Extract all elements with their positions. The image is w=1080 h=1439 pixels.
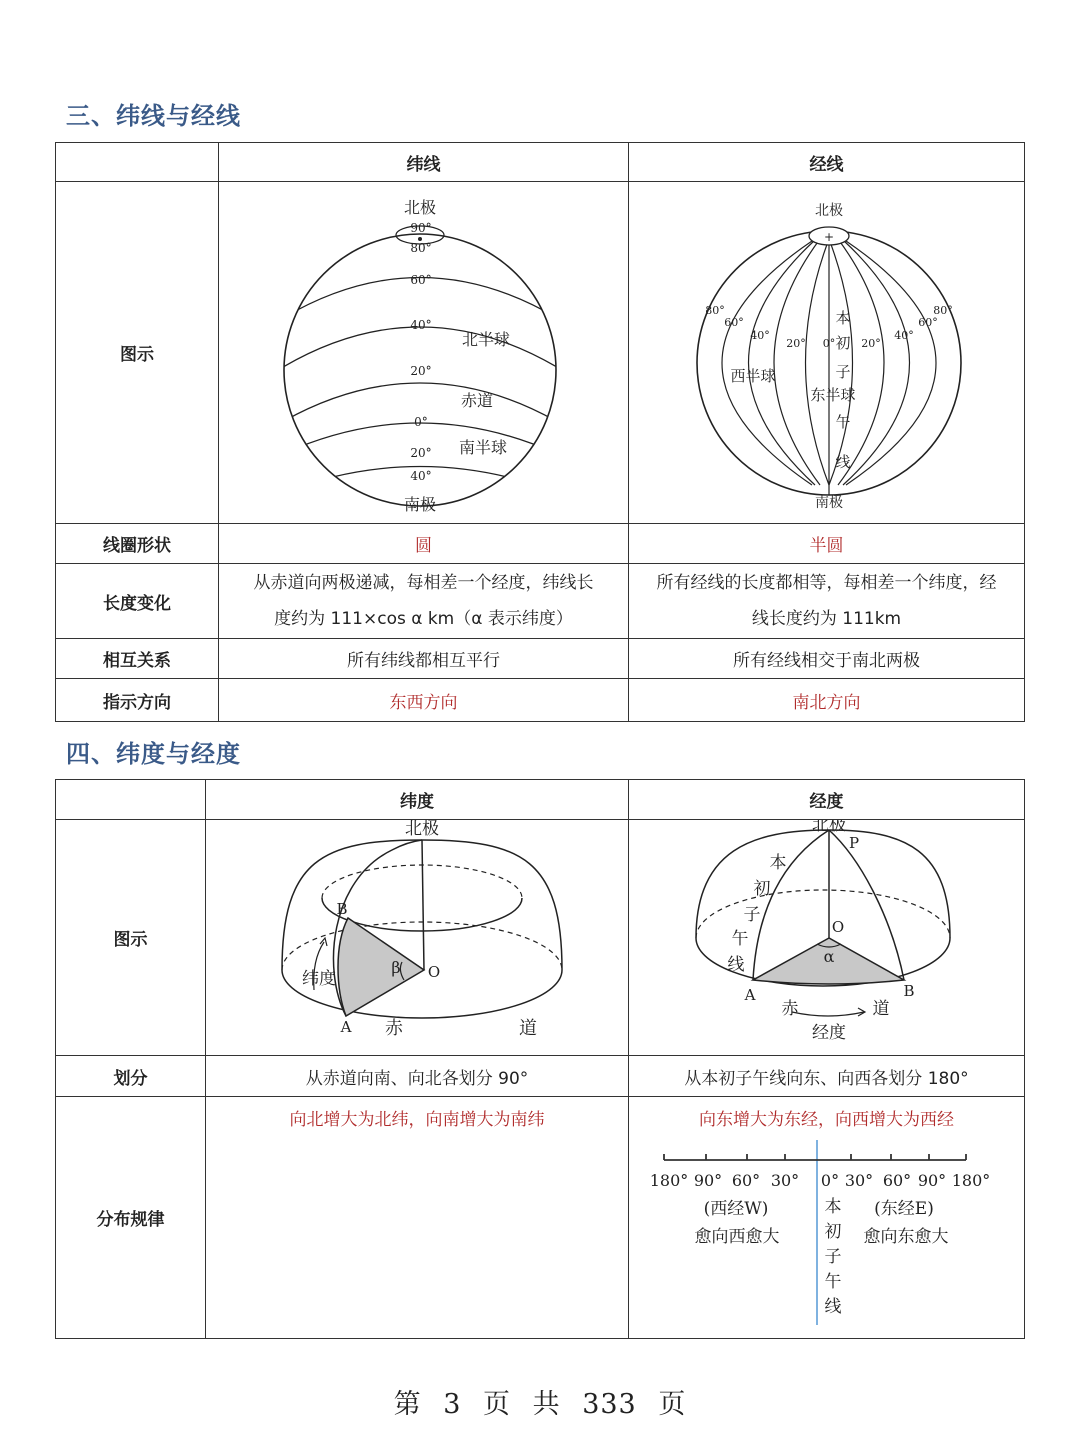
scale-w180: 180° bbox=[649, 1171, 689, 1190]
pm-fig-wu: 午 bbox=[731, 929, 748, 949]
pm-char-wu: 午 bbox=[834, 413, 851, 431]
pm-fig-xian: 线 bbox=[727, 955, 744, 975]
row-header-direction: 指示方向 bbox=[56, 679, 219, 722]
east-increase-rule: 愈向东愈大 bbox=[863, 1227, 949, 1247]
section4-title: 四、纬度与经度 bbox=[66, 740, 241, 768]
west-longitude-label: (西经W) bbox=[703, 1199, 769, 1219]
scale-e30: 30° bbox=[844, 1171, 874, 1190]
scale-e180: 180° bbox=[951, 1171, 991, 1190]
row-header-length: 长度变化 bbox=[56, 564, 219, 639]
scale-pm-chu: 初 bbox=[824, 1222, 842, 1242]
latline-length-cell bbox=[219, 564, 629, 639]
row-header-distribution: 分布规律 bbox=[56, 1097, 206, 1339]
latitude-distribution-cell bbox=[206, 1097, 629, 1339]
scale-e90: 90° bbox=[917, 1171, 947, 1190]
latline-direction-cell: 东西方向 bbox=[219, 679, 629, 722]
lon-0-label: 0° bbox=[822, 337, 835, 350]
longitude-distribution-text: 向东增大为东经，向西增大为西经 bbox=[699, 1110, 954, 1130]
lonline-direction-cell: 南北方向 bbox=[629, 679, 1025, 722]
latline-length-line1: 从赤道向两极递减，每相差一个经度，纬线长 bbox=[253, 573, 594, 593]
latline-length-line2: 度约为 111×cos α km（α 表示纬度） bbox=[274, 609, 573, 629]
scale-zero: 0° bbox=[820, 1171, 840, 1190]
scale-pm-xian: 线 bbox=[824, 1297, 842, 1317]
point-O-label: O bbox=[427, 963, 441, 981]
latline-relation-cell: 所有纬线都相互平行 bbox=[219, 639, 629, 679]
pm-char-chu: 初 bbox=[834, 334, 851, 352]
col-header-longitude: 经度 bbox=[629, 780, 1025, 820]
lat-40-label: 40° bbox=[409, 318, 432, 332]
row-header-division: 划分 bbox=[56, 1056, 206, 1097]
longitude-division-cell: 从本初子午线向东、向西各划分 180° bbox=[629, 1056, 1025, 1097]
equator-chi-label: 赤 bbox=[385, 1018, 403, 1039]
footer-total-pages: 333 bbox=[582, 1389, 637, 1420]
equator-label: 赤道 bbox=[460, 391, 493, 410]
lon-south-pole-label: 南极 bbox=[814, 495, 843, 511]
latline-shape-cell: 圆 bbox=[219, 524, 629, 564]
north-hemisphere-label: 北半球 bbox=[461, 330, 510, 349]
equator-chi-label: 赤 bbox=[781, 999, 798, 1019]
lon-north-pole-label: 北极 bbox=[814, 203, 843, 219]
footer-ye: 页 bbox=[483, 1389, 512, 1420]
lat-s40-label: 40° bbox=[409, 469, 432, 483]
pm-fig-ben: 本 bbox=[769, 853, 786, 873]
south-hemisphere-label: 南半球 bbox=[458, 438, 507, 457]
longitude-distribution-cell bbox=[629, 1097, 1025, 1339]
lat-0-label: 0° bbox=[413, 415, 428, 429]
point-B-label: B bbox=[336, 900, 348, 918]
scale-pm-ben: 本 bbox=[824, 1197, 842, 1217]
longitude-angle-figure bbox=[632, 820, 1022, 1050]
corner-cell bbox=[56, 143, 219, 182]
row-header-relation: 相互关系 bbox=[56, 639, 219, 679]
lon-e40-label: 40° bbox=[893, 329, 914, 342]
point-A-label: A bbox=[340, 1018, 352, 1036]
lon-e80-label: 80° bbox=[932, 304, 953, 317]
point-A-label: A bbox=[744, 986, 755, 1004]
latitude-angle-figure bbox=[212, 820, 622, 1050]
lat-20-label: 20° bbox=[409, 364, 432, 378]
scale-pm-zi: 子 bbox=[824, 1247, 842, 1267]
corner-cell bbox=[56, 780, 206, 820]
east-longitude-label: (东经E) bbox=[874, 1199, 934, 1219]
lonline-diagram-cell bbox=[629, 182, 1025, 524]
longitude-diagram-cell bbox=[629, 820, 1025, 1056]
col-header-latitude: 纬度 bbox=[206, 780, 629, 820]
scale-w30: 30° bbox=[770, 1171, 800, 1190]
pm-char-xian: 线 bbox=[834, 453, 851, 471]
point-P-label: P bbox=[848, 834, 859, 852]
footer-gong: 共 bbox=[532, 1389, 561, 1420]
south-pole-label: 南极 bbox=[403, 495, 436, 514]
equator-dao-label: 道 bbox=[519, 1018, 537, 1039]
scale-w90: 90° bbox=[693, 1171, 723, 1190]
lat-90-label: 90° bbox=[409, 221, 432, 235]
pm-fig-chu: 初 bbox=[753, 879, 770, 899]
row-header-diagram: 图示 bbox=[56, 182, 219, 524]
scale-e60: 60° bbox=[882, 1171, 912, 1190]
page-footer bbox=[0, 1382, 1080, 1421]
latitude-division-cell: 从赤道向南、向北各划分 90° bbox=[206, 1056, 629, 1097]
lonline-length-cell bbox=[629, 564, 1025, 639]
lon-e60-label: 60° bbox=[917, 316, 938, 329]
lon-e20-label: 20° bbox=[860, 337, 881, 350]
latitude-distribution-text: 向北增大为北纬，向南增大为南纬 bbox=[289, 1110, 545, 1130]
row-header-diagram: 图示 bbox=[56, 820, 206, 1056]
longitude-scale-figure bbox=[629, 1130, 1019, 1325]
lat-fig-north-pole-label: 北极 bbox=[405, 820, 439, 839]
beta-label: β bbox=[391, 958, 401, 977]
latitude-diagram-cell bbox=[206, 820, 629, 1056]
scale-pm-wu: 午 bbox=[824, 1272, 842, 1292]
scale-w60: 60° bbox=[731, 1171, 761, 1190]
latitude-arrow-label: 纬度 bbox=[302, 969, 336, 989]
lonline-length-line2: 线长度约为 111km bbox=[751, 609, 902, 629]
lonline-relation-cell: 所有经线相交于南北两极 bbox=[629, 639, 1025, 679]
west-increase-rule: 愈向西愈大 bbox=[694, 1227, 780, 1247]
lon-w40-label: 40° bbox=[749, 329, 770, 342]
pm-char-ben: 本 bbox=[834, 309, 851, 327]
lonline-shape-cell: 半圆 bbox=[629, 524, 1025, 564]
lat-80-label: 80° bbox=[409, 241, 432, 255]
pm-char-zi: 子 bbox=[834, 363, 851, 381]
lon-w60-label: 60° bbox=[723, 316, 744, 329]
col-header-latline: 纬线 bbox=[219, 143, 629, 182]
lonline-length-line1: 所有经线的长度都相等，每相差一个纬度，经 bbox=[656, 573, 997, 593]
point-O-label: O bbox=[831, 918, 844, 936]
north-pole-label: 北极 bbox=[403, 198, 436, 217]
footer-ye2: 页 bbox=[658, 1389, 687, 1420]
longitude-arrow-label: 经度 bbox=[811, 1023, 846, 1043]
col-header-lonline: 经线 bbox=[629, 143, 1025, 182]
lon-w80-label: 80° bbox=[704, 304, 725, 317]
pole-plus-mark: + bbox=[823, 230, 834, 244]
lat-lon-lines-table bbox=[55, 142, 1025, 722]
lat-s20-label: 20° bbox=[409, 446, 432, 460]
footer-di: 第 bbox=[393, 1389, 422, 1420]
equator-dao-label: 道 bbox=[872, 999, 889, 1019]
footer-page-number: 3 bbox=[443, 1389, 462, 1420]
longitude-lines-globe-figure bbox=[632, 185, 1022, 515]
pm-fig-zi: 子 bbox=[743, 905, 760, 925]
section3-title: 三、纬线与经线 bbox=[66, 102, 241, 130]
point-B-label: B bbox=[902, 982, 915, 1000]
lon-w20-label: 20° bbox=[785, 337, 806, 350]
west-hemisphere-label: 西半球 bbox=[729, 367, 776, 385]
latitude-longitude-table bbox=[55, 779, 1025, 1339]
east-hemisphere-label: 东半球 bbox=[809, 386, 856, 404]
latitude-lines-globe-figure bbox=[224, 185, 624, 515]
row-header-shape: 线圈形状 bbox=[56, 524, 219, 564]
latline-diagram-cell bbox=[219, 182, 629, 524]
alpha-label: α bbox=[823, 947, 834, 966]
lat-60-label: 60° bbox=[409, 273, 432, 287]
lon-fig-north-pole-label: 北极 bbox=[811, 820, 846, 835]
